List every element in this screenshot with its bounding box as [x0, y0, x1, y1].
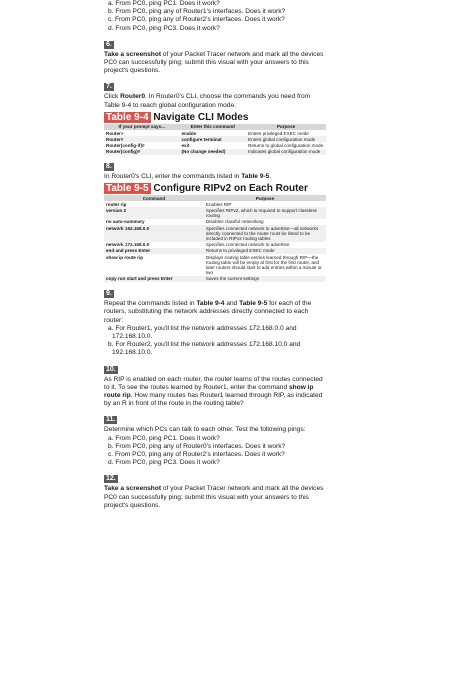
table-row — [104, 254, 326, 276]
step-7 — [104, 75, 326, 109]
table-cell: Disables classful networking — [205, 219, 264, 225]
table-cell: Returns to global configuration mode — [248, 142, 324, 148]
table-title: Configure RIPv2 on Each Router — [153, 183, 308, 195]
step-bold: Router0 — [120, 93, 146, 101]
table-cell: Specifies connected network to advertise — [205, 242, 290, 248]
step-bold: show ip route rip — [104, 383, 314, 399]
table-cell: Indicates global configuration mode — [246, 149, 326, 155]
table-header: If your prompt says... — [104, 124, 179, 130]
table-row — [104, 207, 326, 218]
table-header: Enter this command — [179, 124, 246, 130]
table-cell: Router> — [106, 130, 124, 136]
table-cell: Enables RIP — [205, 201, 232, 207]
table-tag: Table 9-5 — [106, 183, 149, 195]
step-text: . In Router0's CLI, choose the commands you need from Table 9-4 to reach global configuration mode. — [104, 93, 311, 109]
list-item: a. From PC0, ping PC1. Does it work? — [108, 434, 220, 442]
step-number: 6. — [106, 40, 112, 48]
table-cell: version 2 — [104, 207, 204, 218]
list-item: d. From PC0, ping PC3. Does it work? — [108, 459, 220, 467]
list-item: b. From PC0, ping any of Router1's interfaces. Does it work? — [108, 8, 286, 16]
step-number: 8. — [106, 162, 112, 170]
table-9-4 — [104, 112, 326, 155]
table-cell: Returns to privileged EXEC mode — [204, 248, 326, 254]
step-text: Determine which PCs can talk to each other. Test the following pings: — [104, 426, 306, 434]
step-10 — [104, 358, 326, 409]
table-cell: (No change needed) — [179, 149, 246, 155]
step-bold: Table 9-5 — [239, 300, 268, 308]
list-item: c. From PC0, ping any of Router2's interfaces. Does it work? — [108, 450, 285, 458]
step-bold: Table 9-4 — [196, 300, 225, 308]
table-cell: Saves the current settings — [204, 276, 326, 282]
step-6 — [104, 33, 326, 76]
step-text: As RIP is enabled on each router, the router learns of the routes connected to it. To see the routes learned by Router1, enter the command — [104, 375, 323, 391]
step-bold: Take a screenshot — [104, 485, 162, 493]
table-cell: end and press Enter — [104, 248, 204, 254]
table-cell: network 172.168.0.0 — [106, 242, 150, 248]
step-number: 7. — [106, 83, 112, 91]
table-cell: Enters global configuration mode — [246, 136, 326, 142]
table-title: Navigate CLI Modes — [153, 111, 249, 123]
step-text: . — [269, 172, 272, 180]
list-item: a. From PC0, ping PC1. Does it work? — [108, 0, 220, 7]
step-8 — [104, 155, 326, 181]
step-bold: Take a screenshot — [104, 50, 162, 58]
list-item: c. From PC0, ping any of Router2's interfaces. Does it work? — [108, 16, 285, 24]
table-cell: exit — [181, 142, 190, 148]
table-tag: Table 9-4 — [106, 111, 149, 123]
table-header: Purpose — [204, 195, 326, 201]
table-cell: Specifies connected network to advertise—all networks directly connected to the router must be listed to be included in RIPv2 routing tables — [204, 225, 326, 242]
step-text: Repeat the commands listed in — [104, 300, 197, 308]
table-9-5 — [104, 183, 326, 282]
step-text: Click — [104, 93, 121, 101]
table-cell: enable — [181, 130, 197, 136]
step-12 — [104, 467, 326, 510]
table-cell: Specifies RIPv2, which is required to support classless routing — [204, 207, 326, 218]
table-cell: configure terminal — [179, 136, 246, 142]
step-11 — [104, 408, 326, 467]
table-cell: Enters privileged EXEC mode — [248, 130, 309, 136]
table-header: Command — [104, 195, 204, 201]
step-text: In Router0's CLI, enter the commands listed in — [104, 172, 242, 180]
table-cell: Router(config)# — [104, 149, 179, 155]
step-bold: Table 9-5 — [241, 172, 270, 180]
step-text: for each of the routers, substituting the network addresses directly connected to each router: — [104, 300, 312, 324]
step-number: 12. — [106, 475, 116, 483]
table-cell: network 192.168.0.0 — [104, 225, 204, 242]
table-cell: copy run start and press Enter — [104, 276, 204, 282]
list-item: d. From PC0, ping PC3. Does it work? — [108, 24, 220, 32]
table-row — [104, 149, 326, 155]
table-cell: Router# — [104, 136, 179, 142]
document-page — [104, 0, 326, 510]
step-text: and — [224, 300, 240, 308]
table-header: Purpose — [246, 124, 326, 130]
step-number: 9. — [106, 290, 112, 298]
step-number: 10. — [106, 365, 116, 373]
table-cell: router rip — [106, 201, 127, 207]
list-item: a. For Router1, you'll list the network addresses 172.168.0.0 and 172.168.10.0. — [108, 324, 297, 340]
step-text: of your Packet Tracer network and mark all the devices PC0 can successfully ping; submit this visual with your answers to this project's questions. — [104, 50, 324, 75]
table-cell: show ip route rip — [106, 254, 144, 260]
list-item: b. For Router2, you'll list the network addresses 172.168.10.0 and 192.168.10.0. — [108, 341, 301, 357]
top-ping-list — [104, 0, 326, 33]
table-row — [104, 225, 326, 242]
step-text: . How many routes has Router1 learned through RIP, as indicated by an R in front of the route in the routing table? — [104, 391, 323, 408]
list-item: b. From PC0, ping any of Router0's interfaces. Does it work? — [108, 442, 286, 450]
table-cell: Displays routing table entries learned through RIP—the routing table will be empty at first for the first router, and later routers should start to add entries within a minute or two — [205, 254, 322, 276]
step-text: of your Packet Tracer network and mark all the devices PC0 can successfully ping; submit this visual with your answers to this project's questions. — [104, 485, 324, 509]
table-cell: no auto-summary — [106, 219, 145, 225]
table-cell: Router(config-if)# — [106, 142, 145, 148]
step-9 — [104, 282, 326, 357]
step-number: 11. — [106, 416, 116, 424]
